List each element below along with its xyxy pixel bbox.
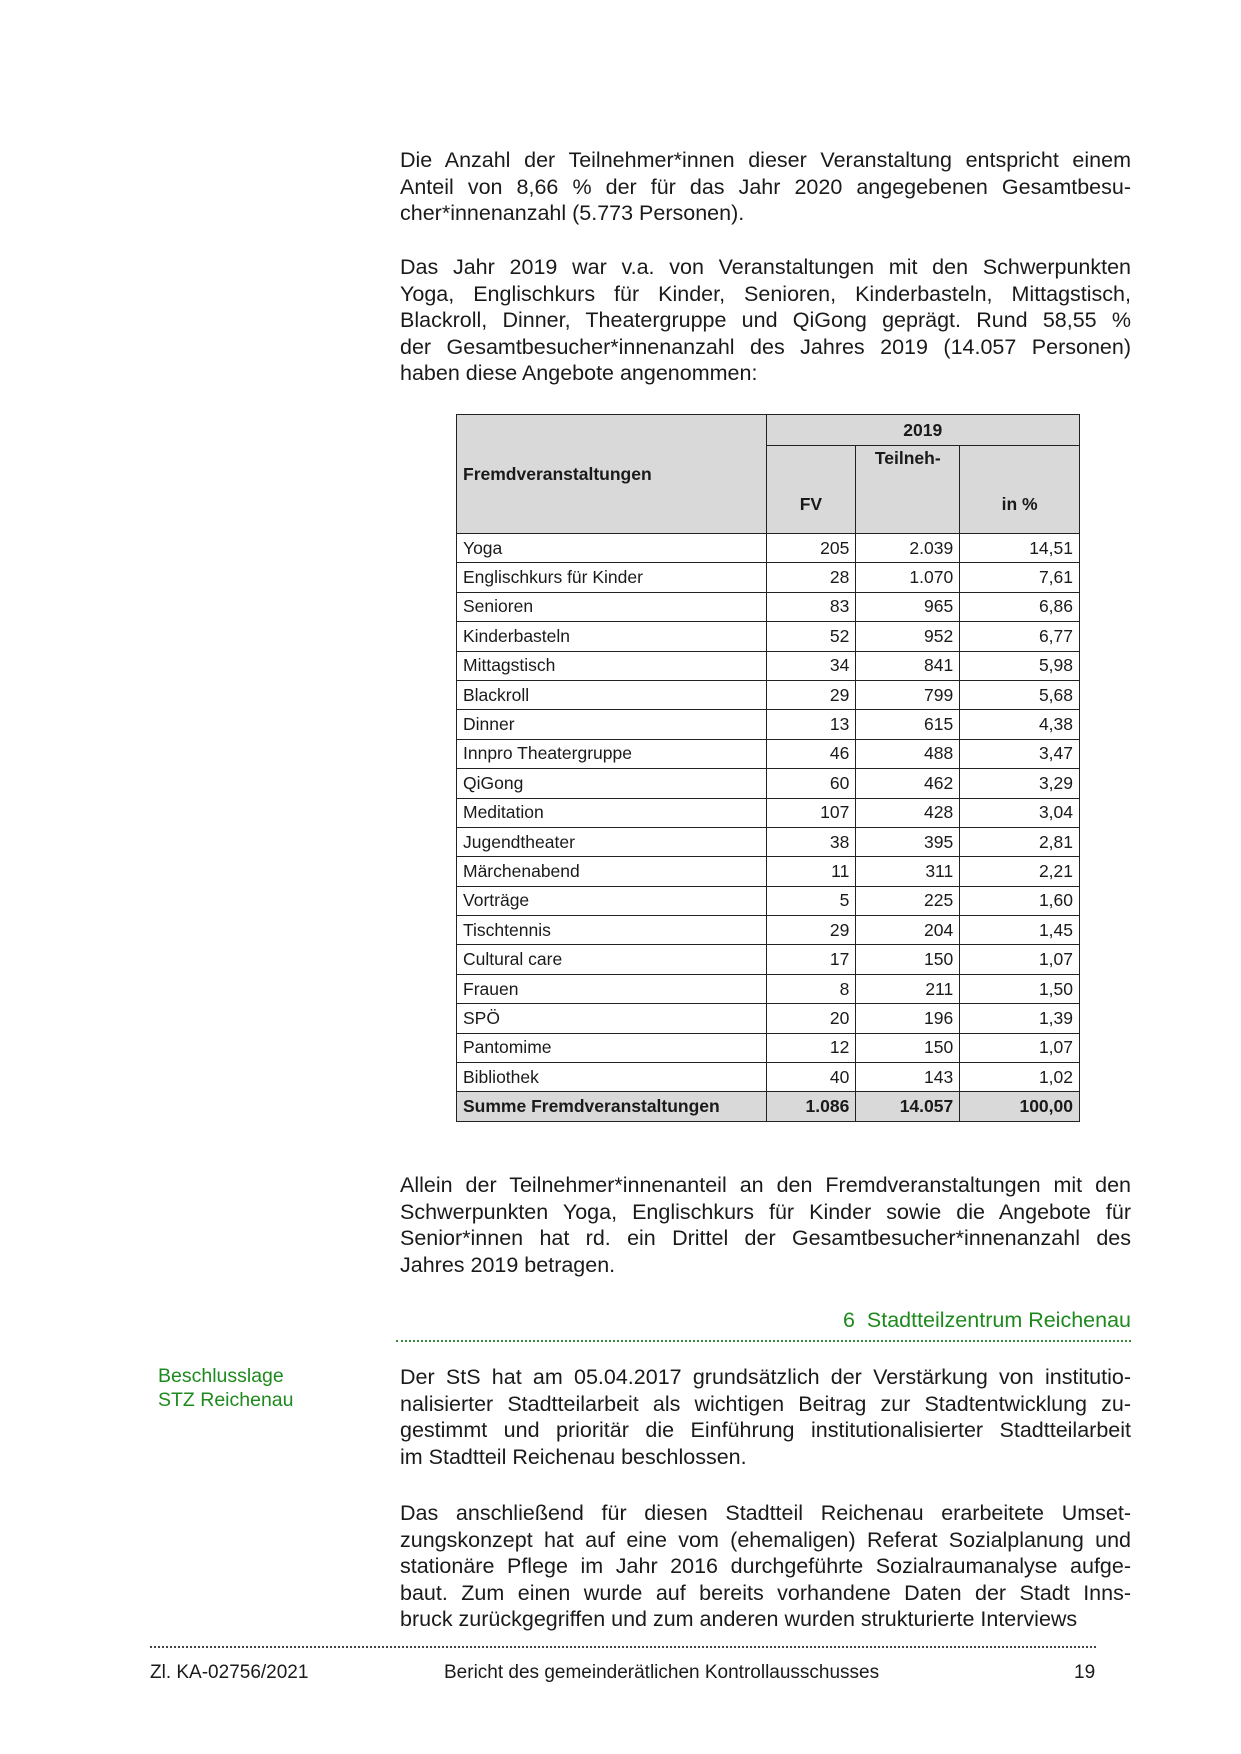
cell-name: Vorträge [457, 886, 767, 915]
cell-name: Mittagstisch [457, 651, 767, 680]
cell-name: QiGong [457, 769, 767, 798]
text-line: der Gesamtbesucher*innenanzahl des Jahres 2019 (14.057 Personen) [400, 334, 1131, 359]
table-row [457, 945, 1080, 974]
table-row [457, 739, 1080, 768]
text-line: Allein der Teilnehmer*innenanteil an den Fremdveranstaltungen mit den [400, 1173, 1131, 1197]
cell-teil: 204 [856, 916, 960, 945]
table-row [457, 886, 1080, 915]
text-line: nalisierter Stadtteilarbeit als wichtigen Beitrag zur Stadtentwicklung zu- [400, 1391, 1131, 1416]
text-line: im Stadtteil Reichenau beschlossen. [400, 1444, 747, 1469]
table-row [457, 798, 1080, 827]
table-row [457, 680, 1080, 709]
cell-pct: 4,38 [960, 710, 1080, 739]
cell-fv: 20 [766, 1004, 856, 1033]
cell-name: Englischkurs für Kinder [457, 563, 767, 592]
sum-cell-teil: 14.057 [856, 1092, 960, 1121]
cell-pct: 6,86 [960, 592, 1080, 621]
table-row [457, 534, 1080, 563]
cell-name: Kinderbasteln [457, 622, 767, 651]
text-line: Schwerpunkten Yoga, Englischkurs für Kinder sowie die Angebote für [400, 1199, 1131, 1224]
section-title: Stadtteilzentrum Reichenau [866, 1308, 1131, 1332]
text-line: gestimmt und prioritär die Einführung institutionalisierter Stadtteilarbeit [400, 1418, 1131, 1442]
sum-cell-fv: 1.086 [766, 1092, 856, 1121]
paragraph-umsetzungskonzept [400, 1500, 1131, 1633]
table-row [457, 1004, 1080, 1033]
cell-pct: 1,02 [960, 1063, 1080, 1092]
cell-pct: 6,77 [960, 622, 1080, 651]
text-line: Senior*innen hat rd. ein Drittel der Gesamtbesucher*innenanzahl des [400, 1226, 1131, 1250]
cell-teil: 462 [856, 769, 960, 798]
cell-teil: 488 [856, 739, 960, 768]
cell-fv: 38 [766, 827, 856, 856]
cell-pct: 1,07 [960, 1033, 1080, 1062]
section-heading [843, 1308, 1131, 1333]
cell-fv: 13 [766, 710, 856, 739]
table-row [457, 916, 1080, 945]
text-line: Jahres 2019 betragen. [400, 1252, 616, 1277]
cell-name: Tischtennis [457, 916, 767, 945]
text-line: bruck zurückgegriffen und zum anderen wurden strukturierte Interviews [400, 1607, 1078, 1631]
cell-teil: 150 [856, 945, 960, 974]
text-line: stationäre Pflege im Jahr 2016 durchgeführte Sozialraumanalyse aufge- [400, 1554, 1131, 1578]
cell-teil: 150 [856, 1033, 960, 1062]
cell-fv: 40 [766, 1063, 856, 1092]
paragraph-summary [400, 1172, 1131, 1278]
text-line: Yoga, Englischkurs für Kinder, Senioren, Kinderbasteln, Mittagstisch, [400, 281, 1131, 306]
table-sum-row [457, 1092, 1080, 1121]
page-number: 19 [1074, 1662, 1096, 1683]
cell-name: Märchenabend [457, 857, 767, 886]
text-line: Der StS hat am 05.04.2017 grundsätzlich der Verstärkung von institutio- [400, 1365, 1131, 1389]
cell-teil: 428 [856, 798, 960, 827]
cell-fv: 205 [766, 534, 856, 563]
cell-teil: 841 [856, 651, 960, 680]
cell-name: Senioren [457, 592, 767, 621]
cell-pct: 14,51 [960, 534, 1080, 563]
header-year: 2019 [766, 415, 1080, 446]
cell-pct: 1,07 [960, 945, 1080, 974]
cell-pct: 3,47 [960, 739, 1080, 768]
cell-teil: 225 [856, 886, 960, 915]
header-fremdveranstaltungen: Fremdveranstaltungen [457, 415, 767, 534]
cell-teil: 1.070 [856, 563, 960, 592]
cell-pct: 2,21 [960, 857, 1080, 886]
cell-name: Cultural care [457, 945, 767, 974]
cell-name: Bibliothek [457, 1063, 767, 1092]
cell-name: Dinner [457, 710, 767, 739]
cell-pct: 3,29 [960, 769, 1080, 798]
cell-pct: 5,98 [960, 651, 1080, 680]
table-row [457, 622, 1080, 651]
cell-name: Yoga [457, 534, 767, 563]
cell-fv: 11 [766, 857, 856, 886]
table-row [457, 563, 1080, 592]
cell-fv: 83 [766, 592, 856, 621]
table-row [457, 651, 1080, 680]
cell-pct: 5,68 [960, 680, 1080, 709]
cell-teil: 311 [856, 857, 960, 886]
table-row [457, 1063, 1080, 1092]
cell-teil: 965 [856, 592, 960, 621]
table-row [457, 974, 1080, 1003]
sum-cell-name: Summe Fremdveranstaltungen [457, 1092, 767, 1121]
footer-reference: Zl. KA-02756/2021 [150, 1662, 309, 1683]
cell-pct: 1,60 [960, 886, 1080, 915]
paragraph-2019-overview [400, 254, 1131, 387]
cell-name: Blackroll [457, 680, 767, 709]
cell-fv: 34 [766, 651, 856, 680]
text-line: cher*innenanzahl (5.773 Personen). [400, 201, 745, 225]
cell-teil: 196 [856, 1004, 960, 1033]
cell-teil: 952 [856, 622, 960, 651]
cell-name: Innpro Theatergruppe [457, 739, 767, 768]
cell-fv: 8 [766, 974, 856, 1003]
table-row [457, 592, 1080, 621]
text-line: zungskonzept hat auf eine vom (ehemaligen) Referat Sozialplanung und [400, 1527, 1131, 1552]
table-row [457, 710, 1080, 739]
cell-pct: 1,45 [960, 916, 1080, 945]
table-row [457, 769, 1080, 798]
cell-fv: 28 [766, 563, 856, 592]
margin-note [158, 1364, 293, 1412]
cell-name: Frauen [457, 974, 767, 1003]
text-line: Die Anzahl der Teilnehmer*innen dieser Veranstaltung entspricht einem [400, 148, 1131, 172]
footer-title: Bericht des gemeinderätlichen Kontrollausschusses [444, 1662, 880, 1683]
cell-fv: 5 [766, 886, 856, 915]
text-line: Das Jahr 2019 war v.a. von Veranstaltungen mit den Schwerpunkten [400, 255, 1131, 279]
paragraph-intro [400, 147, 1131, 227]
cell-teil: 615 [856, 710, 960, 739]
cell-pct: 7,61 [960, 563, 1080, 592]
text-line: haben diese Angebote angenommen: [400, 361, 758, 385]
cell-fv: 60 [766, 769, 856, 798]
margin-note-line-1: Beschlusslage [158, 1365, 284, 1387]
header-fv: FV [766, 446, 856, 534]
table-row [457, 1033, 1080, 1062]
cell-teil: 143 [856, 1063, 960, 1092]
section-divider [396, 1340, 1131, 1342]
cell-pct: 2,81 [960, 827, 1080, 856]
cell-fv: 29 [766, 680, 856, 709]
cell-name: SPÖ [457, 1004, 767, 1033]
sum-cell-pct: 100,00 [960, 1092, 1080, 1121]
cell-name: Pantomime [457, 1033, 767, 1062]
margin-note-line-2: STZ Reichenau [158, 1389, 294, 1411]
header-teilnehmer: Teilneh- [856, 446, 960, 534]
text-line: Blackroll, Dinner, Theatergruppe und QiGong geprägt. Rund 58,55 % [400, 308, 1131, 332]
paragraph-beschluss [400, 1364, 1131, 1470]
cell-fv: 52 [766, 622, 856, 651]
cell-pct: 1,50 [960, 974, 1080, 1003]
cell-pct: 3,04 [960, 798, 1080, 827]
cell-teil: 211 [856, 974, 960, 1003]
header-percent: in % [960, 446, 1080, 534]
fremdveranstaltungen-table [456, 414, 1080, 1122]
cell-fv: 29 [766, 916, 856, 945]
cell-fv: 17 [766, 945, 856, 974]
cell-fv: 12 [766, 1033, 856, 1062]
cell-name: Meditation [457, 798, 767, 827]
table-row [457, 827, 1080, 856]
cell-fv: 107 [766, 798, 856, 827]
footer-divider [150, 1646, 1096, 1648]
text-line: Anteil von 8,66 % der für das Jahr 2020 angegebenen Gesamtbesu- [400, 174, 1131, 199]
cell-teil: 2.039 [856, 534, 960, 563]
cell-teil: 799 [856, 680, 960, 709]
text-line: Das anschließend für diesen Stadtteil Reichenau erarbeitete Umset- [400, 1501, 1131, 1525]
cell-pct: 1,39 [960, 1004, 1080, 1033]
section-number: 6 [842, 1308, 855, 1332]
cell-fv: 46 [766, 739, 856, 768]
text-line: baut. Zum einen wurde auf bereits vorhandene Daten der Stadt Inns- [400, 1580, 1131, 1605]
table-row [457, 857, 1080, 886]
cell-teil: 395 [856, 827, 960, 856]
cell-name: Jugendtheater [457, 827, 767, 856]
